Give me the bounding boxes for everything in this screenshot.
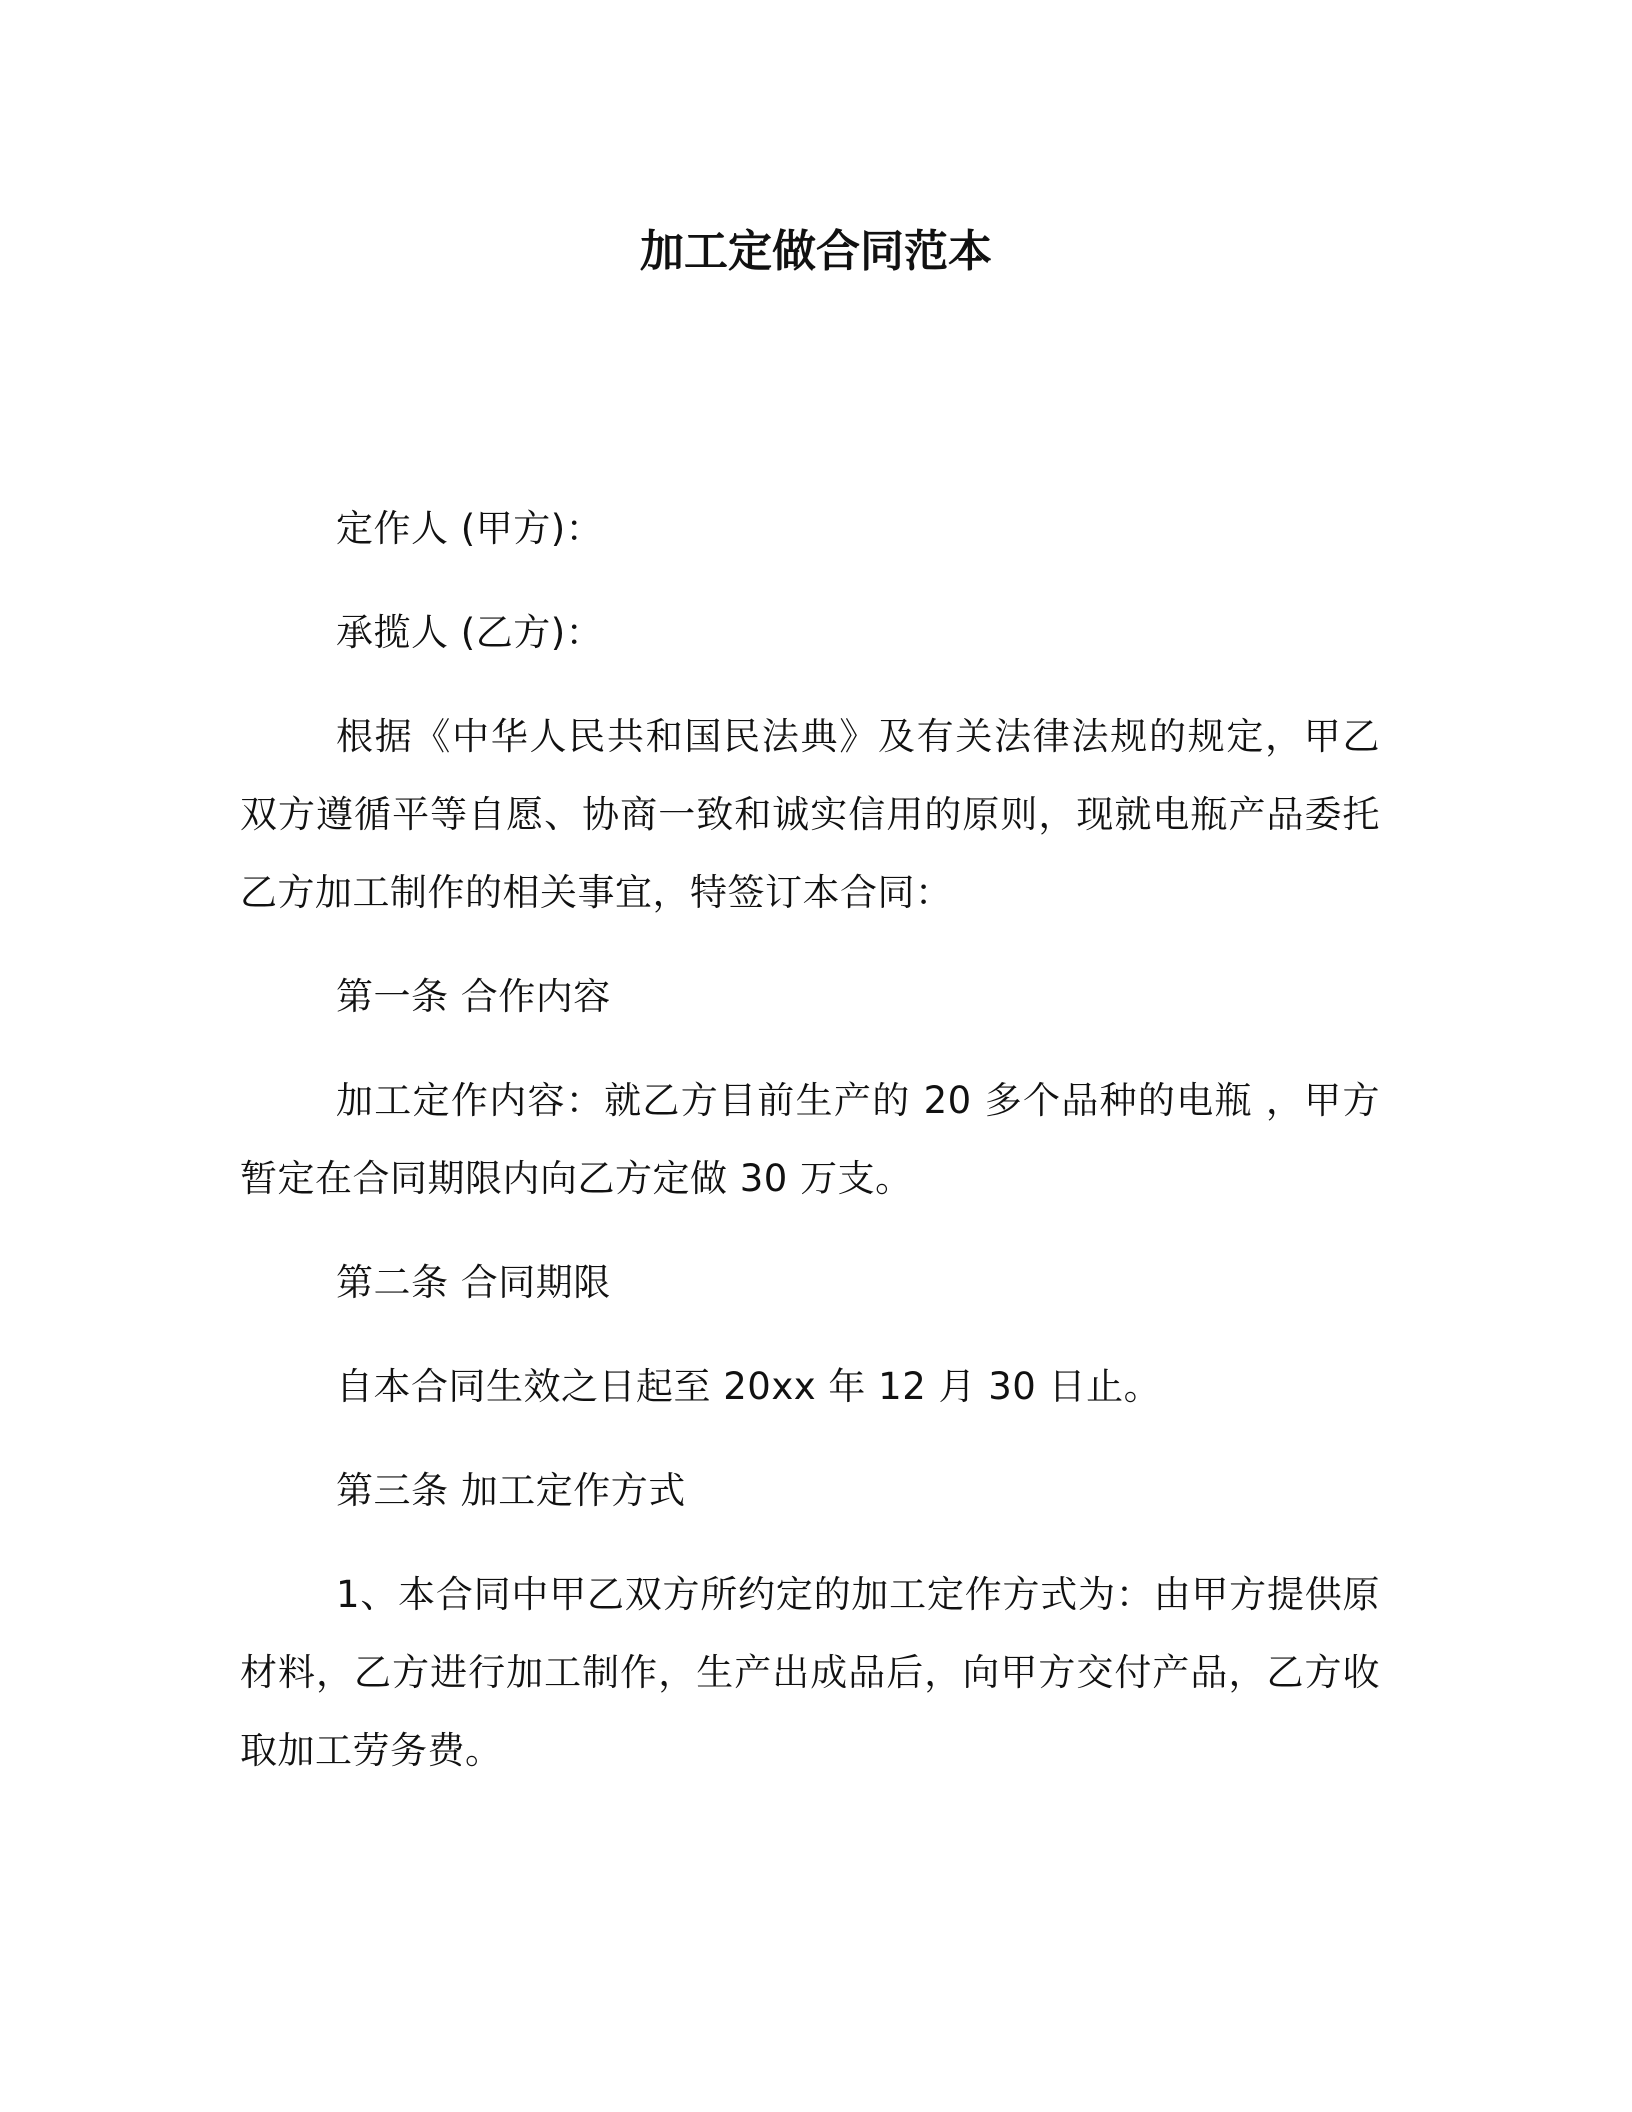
preamble-paragraph: 根据《中华人民共和国民法典》及有关法律法规的规定，甲乙双方遵循平等自愿、协商一致和诚实信用的原则，现就电瓶产品委托乙方加工制作的相关事宜，特签订本合同： — [240, 715, 1380, 914]
article-2-heading: 第二条 合同期限 — [336, 1261, 611, 1304]
article-2-body: 自本合同生效之日起至 20xx 年 12 月 30 日止。 — [336, 1365, 1162, 1408]
document-body — [240, 490, 1380, 1790]
article-1-heading: 第一条 合作内容 — [336, 975, 611, 1018]
article-3-body: 1、本合同中甲乙双方所约定的加工定作方式为：由甲方提供原材料，乙方进行加工制作，生产出成品后，向甲方交付产品，乙方收取加工劳务费。 — [240, 1573, 1380, 1772]
article-3-heading: 第三条 加工定作方式 — [336, 1469, 686, 1512]
document-title: 加工定做合同范本 — [640, 226, 992, 277]
party-b-line: 承揽人 (乙方)： — [336, 611, 604, 654]
party-a-line: 定作人 (甲方)： — [336, 507, 604, 550]
article-1-body: 加工定作内容：就乙方目前生产的 20 多个品种的电瓶 ，甲方暂定在合同期限内向乙方定做 30 万支。 — [240, 1079, 1380, 1200]
